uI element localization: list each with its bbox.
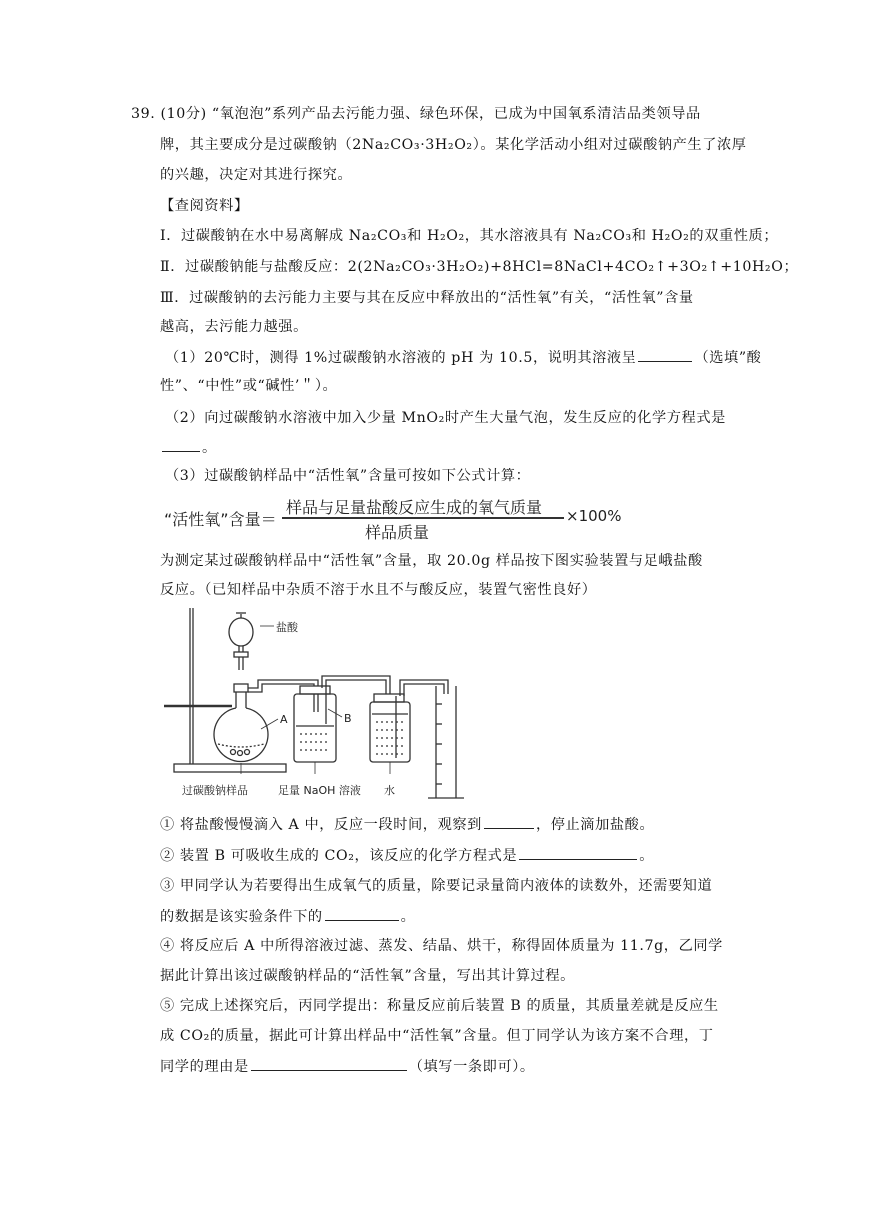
item-4-line-2: 据此计算出该过碳酸钠样品的“活性氧”含量，写出其计算过程。: [160, 968, 575, 984]
label-flask-a: A: [280, 713, 288, 726]
item-5-line-1: ⑤ 完成上述探究后，丙同学提出：称量反应前后装置 B 的质量，其质量差就是反应生: [160, 998, 719, 1014]
item-2: [160, 845, 654, 866]
formula-denominator: 样品质量: [365, 523, 430, 542]
question-line-1: 39. (10分) “氧泡泡”系列产品去污能力强、绿色环保，已成为中国氧系清洁品类领导品: [131, 106, 701, 122]
formula-lhs: “活性氧”含量＝: [164, 510, 277, 529]
part2-line-1: （2）向过碳酸钠水溶液中加入少量 MnO₂时产生大量气泡，发生反应的化学方程式是: [165, 410, 726, 426]
separatory-funnel: [229, 613, 274, 670]
water-bottle: [370, 694, 410, 774]
item-3-answer-blank[interactable]: [325, 906, 399, 921]
label-sample: 过碳酸钠样品: [182, 784, 248, 797]
part3-after-line-1: 为测定某过碳酸钠样品中“活性氧”含量，取 20.0g 样品按下图实验装置与足峨盐酸: [160, 553, 703, 569]
item-3-line-1: ③ 甲同学认为若要得出生成氧气的质量，除要记录量筒内液体的读数外，还需要知道: [160, 878, 713, 894]
label-bottle-b: B: [344, 712, 352, 725]
item-2-answer-blank[interactable]: [519, 845, 637, 860]
item-1: [160, 814, 654, 835]
formula-fraction-bar: [282, 517, 564, 519]
part2-answer-blank[interactable]: [162, 437, 200, 452]
experiment-apparatus-diagram: [160, 604, 470, 804]
reference-heading: 【查阅资料】: [160, 198, 249, 214]
item-3-text-b: 。: [400, 909, 416, 925]
item-5-line-3: [160, 1056, 535, 1077]
formula-multiplier: ×100%: [566, 507, 622, 525]
reference-item-2: Ⅱ．过碳酸钠能与盐酸反应：2(2Na₂CO₃·3H₂O₂)+8HCl=8NaCl+4CO₂↑+3O₂↑+10H₂O；: [160, 259, 799, 275]
tube-a-to-b: [248, 680, 318, 712]
part1-line-1: [165, 347, 761, 368]
label-hydrochloric-acid: 盐酸: [276, 621, 298, 634]
item-1-answer-blank[interactable]: [484, 814, 534, 829]
question-line-3: 的兴趣，决定对其进行探究。: [160, 167, 353, 183]
flask-a: [214, 684, 278, 774]
reference-item-3b: 越高，去污能力越强。: [160, 319, 308, 335]
item-4-line-1: ④ 将反应后 A 中所得溶液过滤、蒸发、结晶、烘干，称得固体质量为 11.7g，乙同学: [160, 938, 723, 954]
item-5-text-b: （填写一条即可）。: [408, 1059, 535, 1075]
item-1-text-a: ① 将盐酸慢慢滴入 A 中，反应一段时间，观察到: [160, 817, 482, 833]
part3-line-1: （3）过碳酸钠样品中“活性氧”含量可按如下公式计算：: [165, 468, 531, 484]
formula-numerator: 样品与足量盐酸反应生成的氧气质量: [286, 498, 543, 517]
iron-stand: [164, 608, 286, 772]
part1-text-a: （1）20℃时，测得 1%过碳酸钠水溶液的 pH 为 10.5，说明其溶液呈: [165, 350, 637, 366]
part1-line-2: 性”、“中性”或“碱性’＂）。: [160, 378, 338, 394]
item-1-text-b: ，停止滴加盐酸。: [535, 817, 655, 833]
reference-item-3a: Ⅲ．过碳酸钠的去污能力主要与其在反应中释放出的“活性氧”有关，“活性氧”含量: [160, 290, 694, 306]
item-5-answer-blank[interactable]: [251, 1056, 407, 1071]
part1-text-b: （选填”酸: [694, 350, 762, 366]
item-5-text-a: 同学的理由是: [160, 1059, 249, 1075]
item-5-line-2: 成 CO₂的质量，据此可计算出样品中“活性氧”含量。但丁同学认为该方案不合理，丁: [160, 1028, 714, 1044]
item-2-text-a: ② 装置 B 可吸收生成的 CO₂，该反应的化学方程式是: [160, 848, 518, 864]
active-oxygen-formula: [160, 492, 630, 542]
item-2-text-b: 。: [639, 848, 654, 864]
graduated-cylinder: [428, 686, 464, 798]
part3-after-line-2: 反应。（已知样品中杂质不溶于水且不与酸反应，装置气密性良好）: [160, 582, 597, 598]
item-3-line-2: [160, 906, 415, 927]
part1-answer-blank[interactable]: [638, 347, 692, 362]
label-naoh-solution: 足量 NaOH 溶液: [278, 784, 361, 797]
reference-item-1: Ⅰ．过碳酸钠在水中易离解成 Na₂CO₃和 H₂O₂，其水溶液具有 Na₂CO₃和 H₂O₂的双重性质；: [160, 228, 779, 244]
question-line-2: 牌，其主要成分是过碳酸钠（2Na₂CO₃·3H₂O₂）。某化学活动小组对过碳酸钠产生了浓厚: [160, 137, 747, 153]
item-3-text-a: 的数据是该实验条件下的: [160, 909, 323, 925]
tube-to-cylinder: [400, 680, 448, 696]
part2-line-2: [160, 437, 217, 458]
label-water: 水: [384, 784, 395, 797]
part2-line-2-end: 。: [202, 440, 217, 456]
